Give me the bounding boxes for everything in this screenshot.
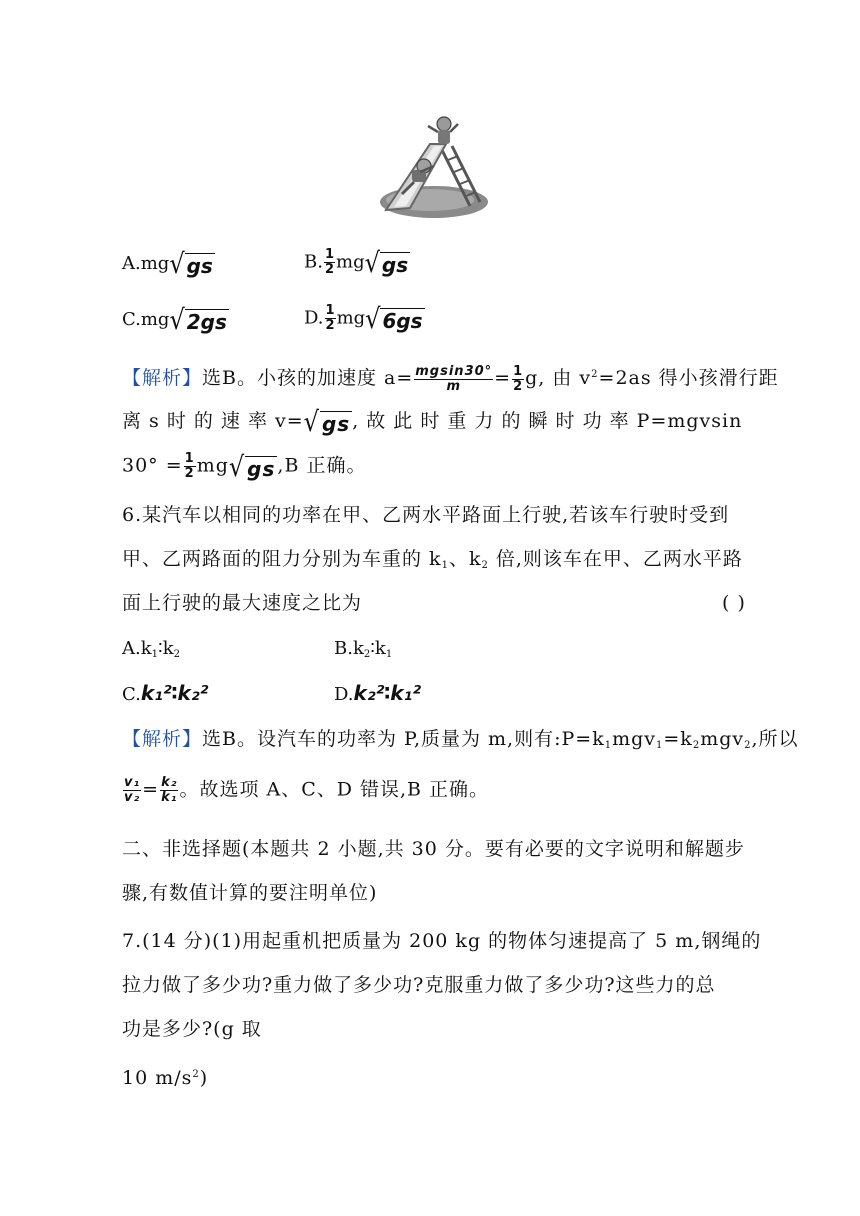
q6-option-a — [122, 636, 180, 668]
sol5-text: ,B 正确。 — [277, 454, 367, 477]
q6-option-a-text: A.k — [122, 638, 152, 659]
subscript: 2 — [481, 560, 489, 571]
q6-option-c-math: k₁²∶k₂² — [140, 681, 209, 705]
q5-option-c-prefix: C.mg — [122, 309, 170, 330]
q6-option-d — [334, 680, 421, 708]
subscript: 2 — [692, 740, 701, 751]
fraction-one-half: $\frac{1}{2}$ — [184, 451, 195, 481]
sol6-text: 选B。设汽车的功率为 P,质量为 m,则有:P=k — [202, 728, 605, 750]
fraction-acceleration: $\frac{mgsin30^\circ}{m}$ — [415, 363, 493, 394]
sqrt-expression: √ 2gs — [169, 303, 227, 337]
analysis-tag: 【解析】 — [122, 728, 203, 750]
q5-option-b-prefix: B. — [304, 251, 323, 273]
superscript: 2 — [591, 369, 599, 380]
sol6-text: =k — [663, 728, 693, 750]
fraction-one-half: $\frac{1}{2}$ — [324, 247, 334, 277]
q7-line2: 拉力做了多少功?重力做了多少功?克服重力做了多少功?这些力的总 — [122, 974, 716, 996]
q5-option-c — [122, 303, 229, 337]
fraction-k2-k1: $\frac{\text{k₂}}{\text{k₁}}$ — [161, 775, 178, 805]
q7-text: 10 m/s — [122, 1067, 193, 1089]
sol6-line1 — [122, 726, 799, 759]
sqrt-expression: √ gs — [364, 246, 409, 279]
q7-text: ) — [199, 1067, 209, 1089]
q5-option-a-prefix: A.mg — [122, 253, 170, 274]
subscript: 1 — [441, 560, 449, 571]
section2-line2: 骤,有数值计算的要注明单位) — [122, 882, 378, 904]
radicand: gs — [381, 252, 409, 277]
q6-text: 、k — [448, 548, 482, 570]
subscript: 2 — [363, 649, 371, 660]
fraction-v1-v2: $\frac{\text{v₁}}{\text{v₂}}$ — [124, 775, 141, 805]
sol6-text: ,所以 — [751, 728, 799, 750]
radicand: gs — [247, 456, 276, 481]
answer-blank-paren: ( ) — [722, 592, 746, 614]
sol5-line1 — [122, 362, 779, 394]
subscript: 1 — [385, 649, 393, 660]
q5-option-b — [304, 248, 410, 277]
equals-sign: = — [142, 778, 160, 801]
sol6-text: mgv — [700, 728, 745, 750]
sol5-text: 选B。小孩的加速度 a= — [202, 367, 414, 389]
sol5-text: 30° = — [122, 454, 183, 477]
q6-text: 甲、乙两路面的阻力分别为车重的 k — [122, 548, 442, 570]
radicand: gs — [321, 412, 351, 436]
q6-text: 倍,则该车在甲、乙两水平路 — [488, 548, 743, 570]
sol5-text: =2as 得小孩滑行距 — [598, 367, 779, 389]
radicand: gs — [186, 254, 213, 278]
q6-option-d-prefix: D. — [334, 684, 354, 705]
subscript: 2 — [173, 649, 180, 660]
section2-line1: 二、非选择题(本题共 2 小题,共 30 分。要有必要的文字说明和解题步 — [122, 838, 745, 860]
q6-option-c — [122, 680, 208, 708]
subscript: 1 — [604, 740, 613, 751]
q7-line3: 功是多少?(g 取 — [122, 1018, 262, 1040]
sqrt-expression: √ gs — [228, 450, 276, 483]
sol5-text: mg — [196, 454, 229, 477]
q7-line1: 7.(14 分)(1)用起重机把质量为 200 kg 的物体匀速提高了 5 m,钢绳的 — [122, 930, 762, 952]
q6-line3: 面上行驶的最大速度之比为 — [122, 592, 363, 614]
sqrt-expression: √ gs — [169, 247, 213, 281]
q5-option-d — [304, 304, 425, 333]
sol5-text: g, 由 v — [525, 367, 592, 389]
q5-option-d-prefix: D. — [304, 307, 324, 329]
q6-option-d-math: k₂²∶k₁² — [353, 681, 422, 705]
sol6-line2 — [122, 776, 489, 805]
superscript: 2 — [192, 1069, 200, 1080]
q5-option-b-mg: mg — [336, 251, 365, 273]
sqrt-expression: √ 6gs — [365, 302, 423, 335]
sqrt-expression: √ gs — [303, 405, 351, 439]
sol6-text: mgv — [612, 728, 657, 750]
fraction-one-half: $\frac{1}{2}$ — [513, 363, 524, 394]
sol6-text: 。故选项 A、C、D 错误,B 正确。 — [179, 778, 490, 801]
q7-line4 — [122, 1062, 208, 1091]
sol5-line3 — [122, 452, 366, 481]
q6-option-b-text: ∶k — [370, 638, 386, 659]
radicand: 6gs — [382, 308, 423, 333]
equals-sign: = — [494, 367, 512, 389]
sol5-line2 — [122, 405, 743, 439]
q6-line2 — [122, 546, 743, 579]
radicand: 2gs — [186, 310, 227, 334]
q6-line1: 6.某汽车以相同的功率在甲、乙两水平路面上行驶,若该车行驶时受到 — [122, 504, 730, 526]
q6-option-b-text: B.k — [334, 638, 364, 659]
q5-option-a — [122, 247, 215, 281]
sol5-text: 离 s 时 的 速 率 v= — [122, 410, 304, 432]
subscript: 2 — [744, 740, 752, 751]
analysis-tag: 【解析】 — [122, 367, 203, 389]
fraction-one-half: $\frac{1}{2}$ — [325, 303, 335, 333]
children-slide-illustration — [372, 110, 490, 222]
subscript: 1 — [656, 740, 664, 751]
q6-option-c-prefix: C. — [122, 684, 141, 705]
q6-option-b — [334, 636, 392, 668]
subscript: 1 — [151, 649, 159, 660]
q5-option-d-mg: mg — [336, 307, 366, 329]
q6-option-a-text: ∶k — [158, 638, 174, 659]
sol5-text: , 故 此 时 重 力 的 瞬 时 功 率 P=mgvsin — [352, 410, 743, 432]
